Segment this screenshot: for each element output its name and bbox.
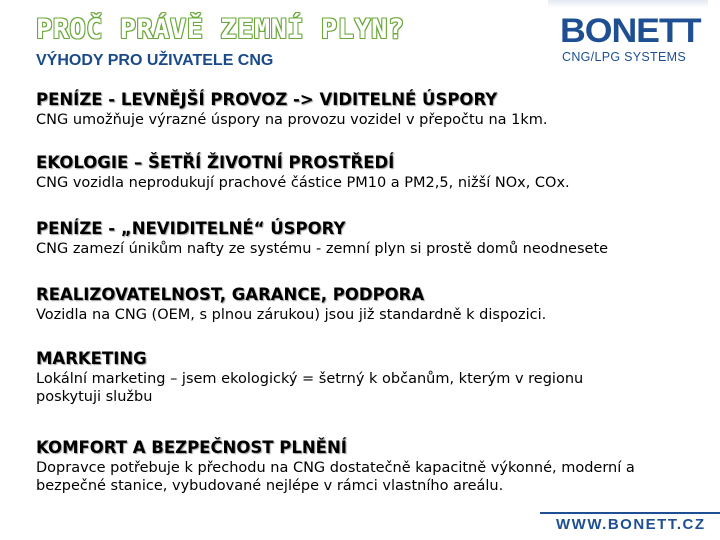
section-text: Dopravce potřebuje k přechodu na CNG dostatečně kapacitně výkonné, moderní a bezpečné stanice, vybudované nejlépe v rámci vlastního areálu. [36, 460, 635, 494]
footer-divider [540, 512, 720, 514]
bonett-logo [548, 0, 708, 72]
section-invisible-savings [36, 219, 696, 258]
section-comfort-safety [36, 438, 696, 495]
section-heading: PENÍZE - „NEVIDITELNÉ“ ÚSPORY [36, 219, 346, 238]
section-text: Lokální marketing – jsem ekologický = šetrný k občanům, kterým v regionu poskytuji službu [36, 371, 584, 405]
section-text: CNG zamezí únikům nafty ze systému - zemní plyn si prostě domů neodnesete [36, 241, 609, 257]
section-heading: REALIZOVATELNOST, GARANCE, PODPORA [36, 285, 425, 304]
section-heading: PENÍZE - LEVNĚJŠÍ PROVOZ -> VIDITELNÉ ÚSPORY [36, 90, 498, 109]
section-marketing [36, 349, 696, 406]
section-heading: EKOLOGIE – ŠETŘÍ ŽIVOTNÍ PROSTŘEDÍ [36, 153, 395, 172]
section-text: Vozidla na CNG (OEM, s plnou zárukou) jsou již standardně k dispozici. [36, 307, 547, 323]
page-title: PROČ PRÁVĚ ZEMNÍ PLYN? [36, 14, 405, 45]
section-text: CNG vozidla neprodukují prachové částice PM10 a PM2,5, nižší NOx, COx. [36, 175, 570, 191]
logo-top-bar [548, 0, 708, 8]
logo-tagline: CNG/LPG SYSTEMS [562, 50, 686, 64]
section-heading: KOMFORT A BEZPEČNOST PLNĚNÍ [36, 438, 347, 457]
logo-wordmark: BONETT [560, 12, 701, 50]
section-ecology [36, 153, 696, 192]
section-feasibility [36, 285, 696, 324]
page-subtitle: VÝHODY PRO UŽIVATELE CNG [36, 52, 274, 69]
footer-website: WWW.BONETT.CZ [556, 516, 706, 533]
section-heading: MARKETING [36, 349, 147, 368]
section-text: CNG umožňuje výrazné úspory na provozu vozidel v přepočtu na 1km. [36, 112, 548, 128]
section-money-savings [36, 90, 696, 129]
